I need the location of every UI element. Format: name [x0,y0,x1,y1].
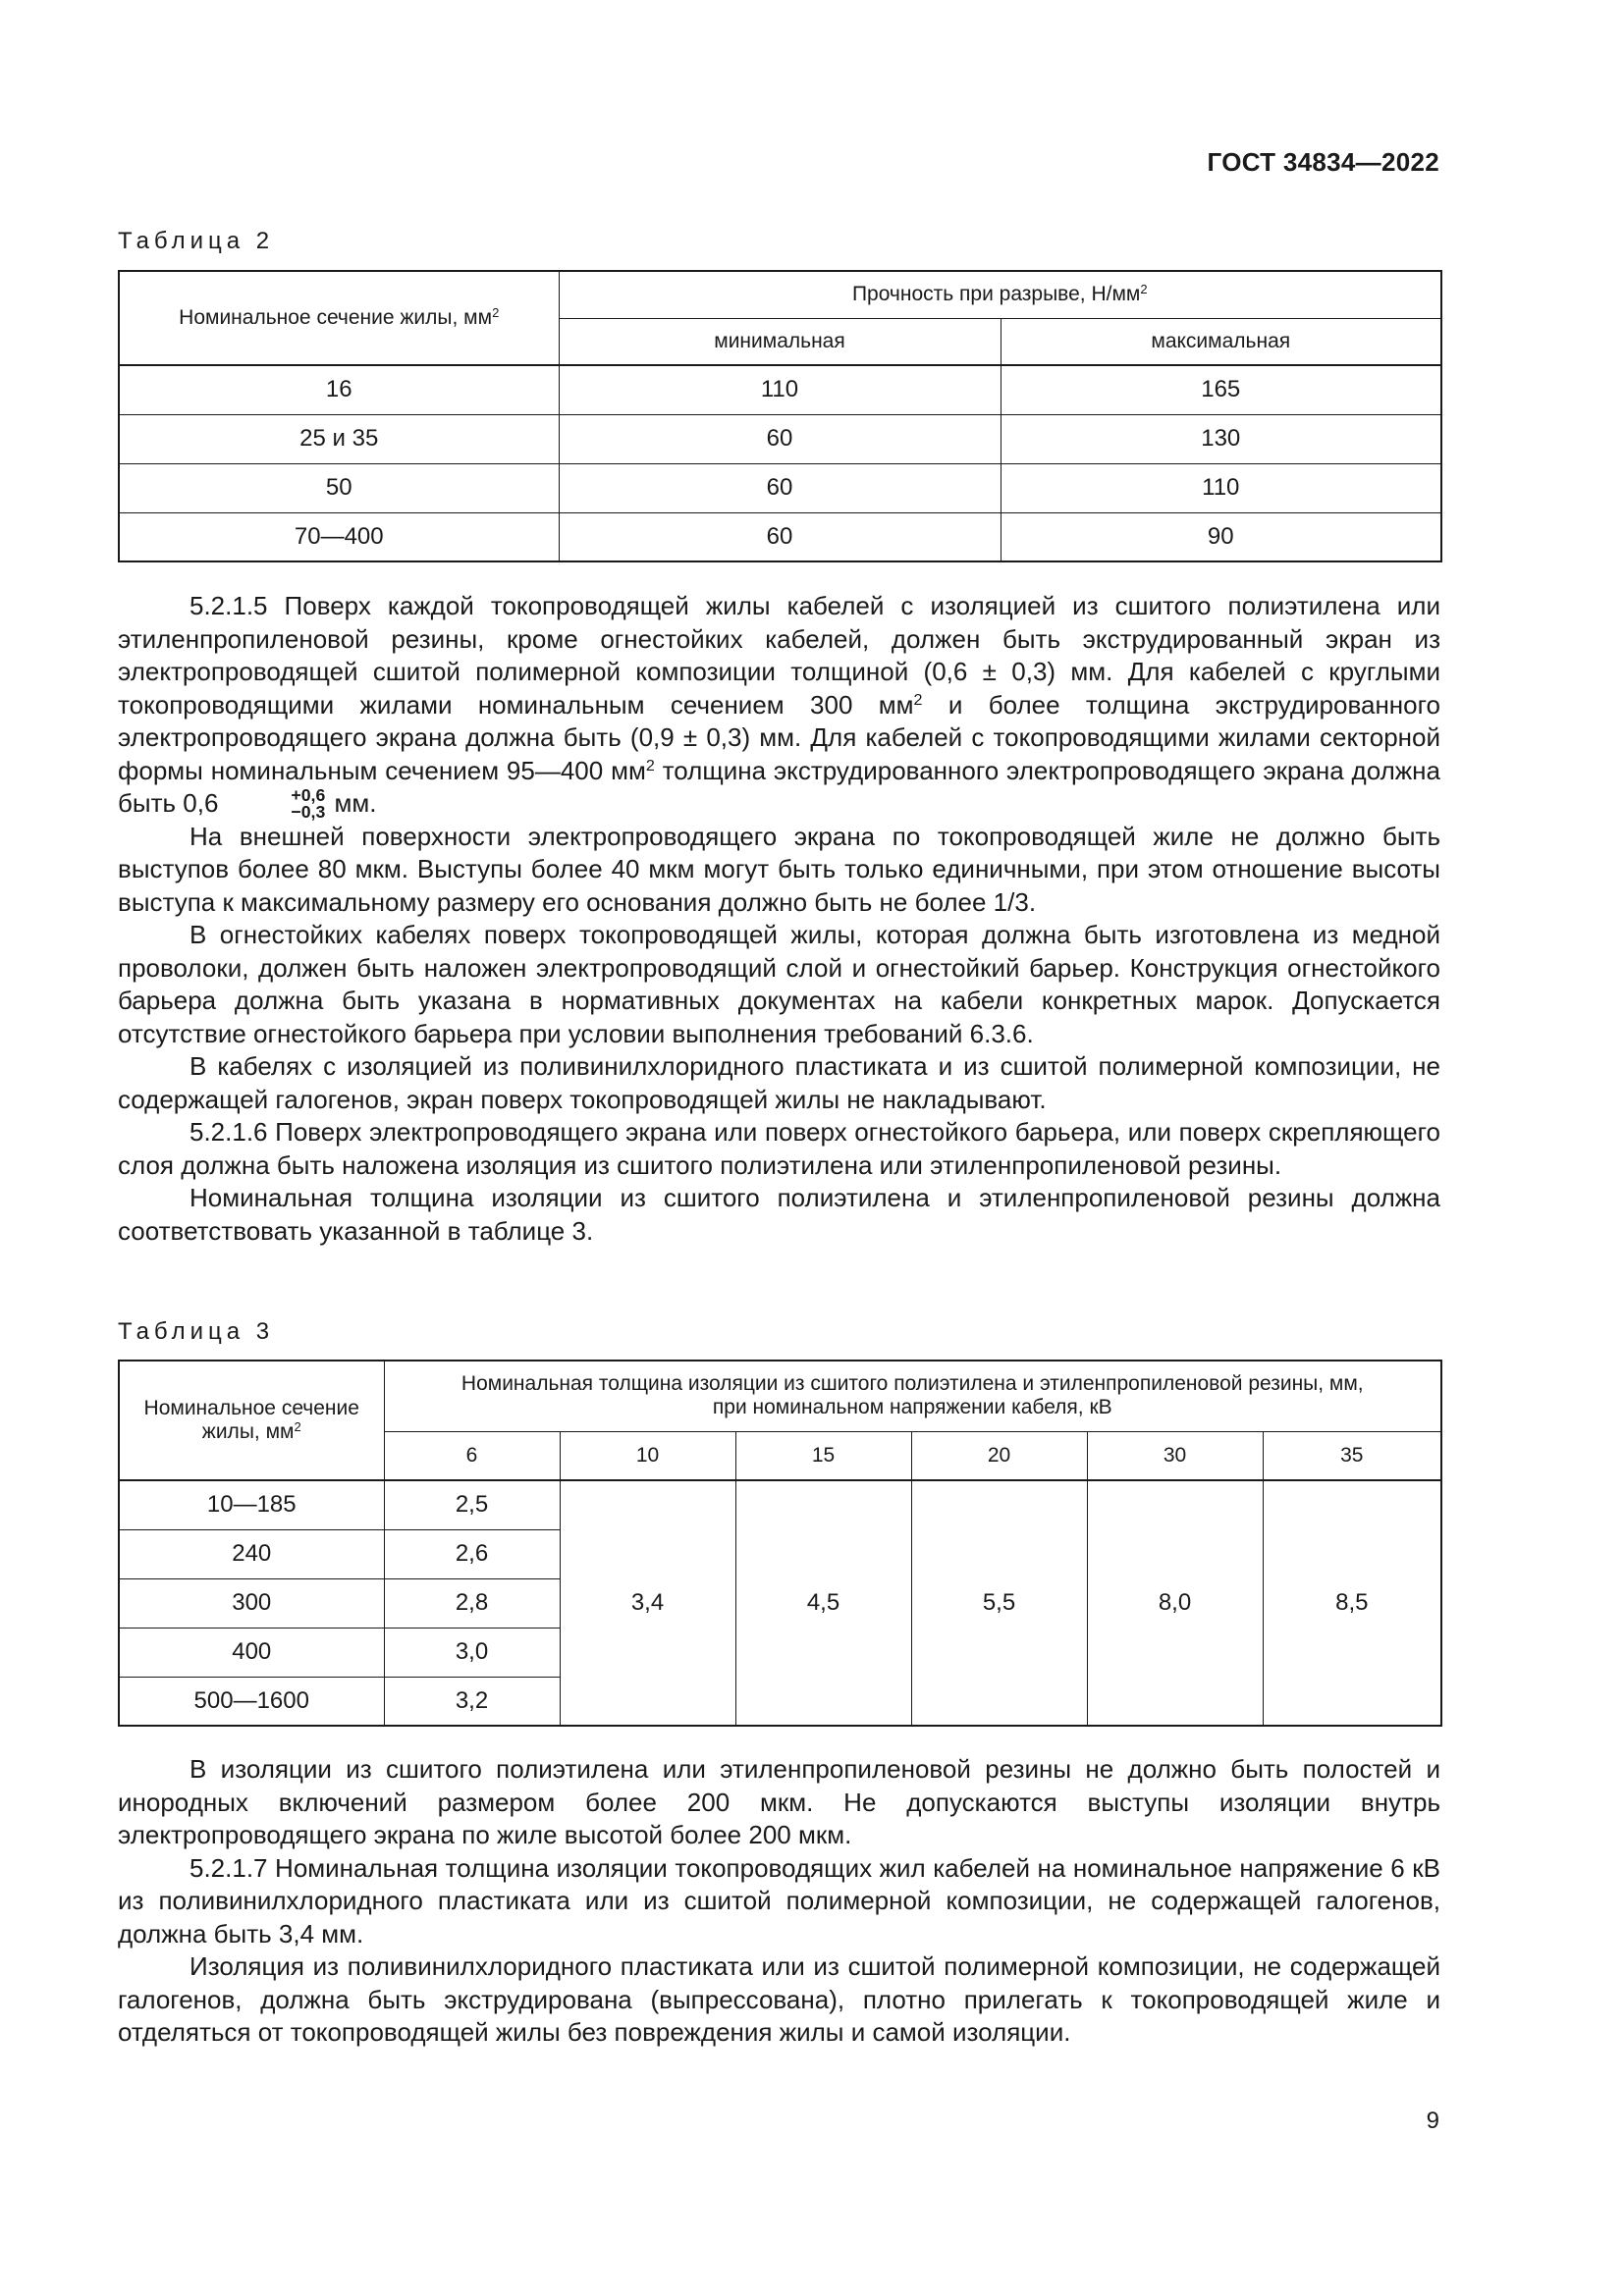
table-row [119,463,1441,512]
table-row [119,365,1441,414]
table2-col1-header: Номинальное сечение жилы, $мм^2$ [119,271,559,365]
paragraph: В огнестойких кабелях поверх токопроводящей жилы, которая должна быть изготовлена из медной проволоки, должен быть наложен электропроводящий слой и огнестойкий барьер. Конструкция огнестойкого барьера должна быть указана в нормативных документах на кабели конкретных марок. Допускается отсутствие огнестойкого барьера при условии выполнения требований 6.3.6. [118,920,1440,1048]
table3 [118,1360,1442,1727]
table3-cell: 3,2 [384,1677,560,1726]
table2-caption: Таблица 2 [118,228,275,254]
paragraph-5-2-1-5: 5.2.1.5 Поверх каждой токопроводящей жилы кабелей с изоляцией из сшитого полиэтилена или этиленпропиленовой резины, кроме огнестойких кабелей, должен быть экструдированный экран из электропроводящей сшитой полимерной композиции толщиной (0,6 ± 0,3) мм. Для кабелей с круглыми токопроводящими жилами номинальным сечением 300 $мм^2$ и более толщина экструдированного электропроводящего экрана должна быть (0,9 ± 0,3) мм. Для кабелей с токопроводящими жилами секторной формы номинальным сечением 95—400 $мм^2$ толщина экструдированного электропроводящего экрана должна быть 0,6 +0,6 −0,3 мм. [118,591,1440,823]
table3-cell: 240 [119,1529,384,1578]
table2-cell: 50 [119,463,559,512]
table3-cell: 2,5 [384,1480,560,1529]
table3-merged-cell: 3,4 [560,1480,735,1726]
table2-cell: 60 [559,414,1001,463]
table2-cell: 90 [1001,512,1441,561]
tolerance: +0,6 −0,3 [291,785,326,823]
table2-cell: 110 [559,365,1001,414]
table3-merged-cell: 8,5 [1263,1480,1441,1726]
table3-voltage-header: 30 [1087,1431,1263,1480]
table2-subheader-max: максимальная [1001,318,1441,365]
table2 [118,270,1442,562]
table2-cell: 25 и 35 [119,414,559,463]
table3-cell: 2,6 [384,1529,560,1578]
table3-cell: 500—1600 [119,1677,384,1726]
paragraph-5-2-1-7: 5.2.1.7 Номинальная толщина изоляции токопроводящих жил кабелей на номинальное напряжение 6 кВ из поливинилхлоридного пластиката или из сшитой полимерной композиции, не содержащей галогенов, должна быть 3,4 мм. [118,1852,1440,1949]
paragraph-5-2-1-6: 5.2.1.6 Поверх электропроводящего экрана или поверх огнестойкого барьера, или поверх скрепляющего слоя должна быть наложена изоляция из сшитого полиэтилена или этиленпропиленовой резины. [118,1117,1440,1180]
table3-cell: 300 [119,1578,384,1628]
body-text-section-2 [118,1753,1440,2050]
table2-group-header: Прочность при разрыве, $Н/мм^2$ [559,271,1441,318]
table3-voltage-header: 20 [911,1431,1087,1480]
table3-merged-cell: 5,5 [911,1480,1087,1726]
table2-cell: 110 [1001,463,1441,512]
body-text-section-1 [118,590,1440,1248]
table3-cell: 10—185 [119,1480,384,1529]
document-header: ГОСТ 34834—2022 [1207,147,1439,177]
table2-cell: 60 [559,512,1001,561]
table-row [119,414,1441,463]
table2-cell: 60 [559,463,1001,512]
table3-col1-header: Номинальное сечение жилы, $мм^2$ [119,1361,384,1480]
table3-group-header: Номинальная толщина изоляции из сшитого полиэтилена и этиленпропиленовой резины, мм, при номинальном напряжении кабеля, кВ [384,1361,1441,1431]
paragraph: Изоляция из поливинилхлоридного пластиката или из сшитой полимерной композиции, не содержащей галогенов, должна быть экструдирована (выпрессована), плотно прилегать к токопроводящей жиле и отделяться от токопроводящей жилы без повреждения жилы и самой изоляции. [118,1951,1440,2047]
table3-voltage-header: 15 [735,1431,911,1480]
table3-cell: 400 [119,1628,384,1677]
table-row [119,1480,1441,1529]
table3-voltage-header: 10 [560,1431,735,1480]
table3-voltage-header: 6 [384,1431,560,1480]
paragraph: На внешней поверхности электропроводящего экрана по токопроводящей жиле не должно быть выступов более 80 мкм. Выступы более 40 мкм могут быть только единичными, при этом отношение высоты выступа к максимальному размеру его основания должно быть не более 1/3. [118,821,1440,917]
table3-merged-cell: 8,0 [1087,1480,1263,1726]
table3-cell: 3,0 [384,1628,560,1677]
table3-caption: Таблица 3 [118,1318,275,1345]
table2-cell: 70—400 [119,512,559,561]
paragraph: Номинальная толщина изоляции из сшитого полиэтилена и этиленпропиленовой резины должна соответствовать указанной в таблице 3. [118,1183,1440,1246]
table2-cell: 165 [1001,365,1441,414]
table2-subheader-min: минимальная [559,318,1001,365]
table3-merged-cell: 4,5 [735,1480,911,1726]
table3-cell: 2,8 [384,1578,560,1628]
paragraph: В кабелях с изоляцией из поливинилхлоридного пластиката и из сшитой полимерной композиции, не содержащей галогенов, экран поверх токопроводящей жилы не накладывают. [118,1051,1440,1114]
table2-cell: 16 [119,365,559,414]
paragraph: В изоляции из сшитого полиэтилена или этиленпропиленовой резины не должно быть полостей и инородных включений размером более 200 мкм. Не допускаются выступы изоляции внутрь электропроводящего экрана по жиле высотой более 200 мкм. [118,1754,1440,1849]
page-number: 9 [1426,2108,1439,2134]
table3-voltage-header: 35 [1263,1431,1441,1480]
table2-cell: 130 [1001,414,1441,463]
table-row [119,512,1441,561]
